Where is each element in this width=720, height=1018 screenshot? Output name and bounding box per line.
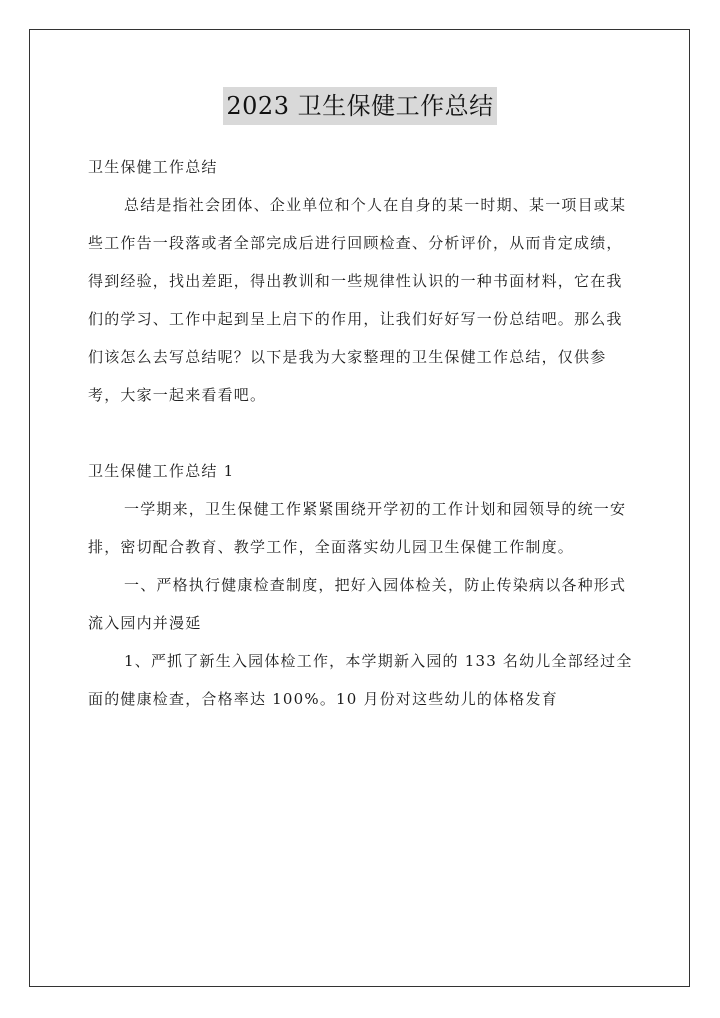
section-point-heading: 一、严格执行健康检查制度，把好入园体检关，防止传染病以各种形式流入园内并漫延 [88,576,627,632]
section-heading: 卫生保健工作总结 1 [88,462,235,480]
document-body [88,148,634,718]
document-title: 2023 卫生保健工作总结 [223,87,496,125]
section-list-item: 1、严抓了新生入园体检工作，本学期新入园的 133 名幼儿全部经过全面的健康检查，合格率达 100%。10 月份对这些幼儿的体格发育 [88,652,633,708]
title-area [0,87,720,125]
intro-paragraph: 总结是指社会团体、企业单位和个人在自身的某一时期、某一项目或某些工作告一段落或者全部完成后进行回顾检查、分析评价，从而肯定成绩，得到经验，找出差距，得出教训和一些规律性认识的一种书面材料，它在我们的学习、工作中起到呈上启下的作用，让我们好好写一份总结吧。那么我们该怎么去写总结呢？以下是我为大家整理的卫生保健工作总结，仅供参考，大家一起来看看吧。 [88,196,627,404]
section-paragraph: 一学期来，卫生保健工作紧紧围绕开学初的工作计划和园领导的统一安排，密切配合教育、教学工作，全面落实幼儿园卫生保健工作制度。 [88,500,627,556]
document-subtitle: 卫生保健工作总结 [88,158,218,176]
